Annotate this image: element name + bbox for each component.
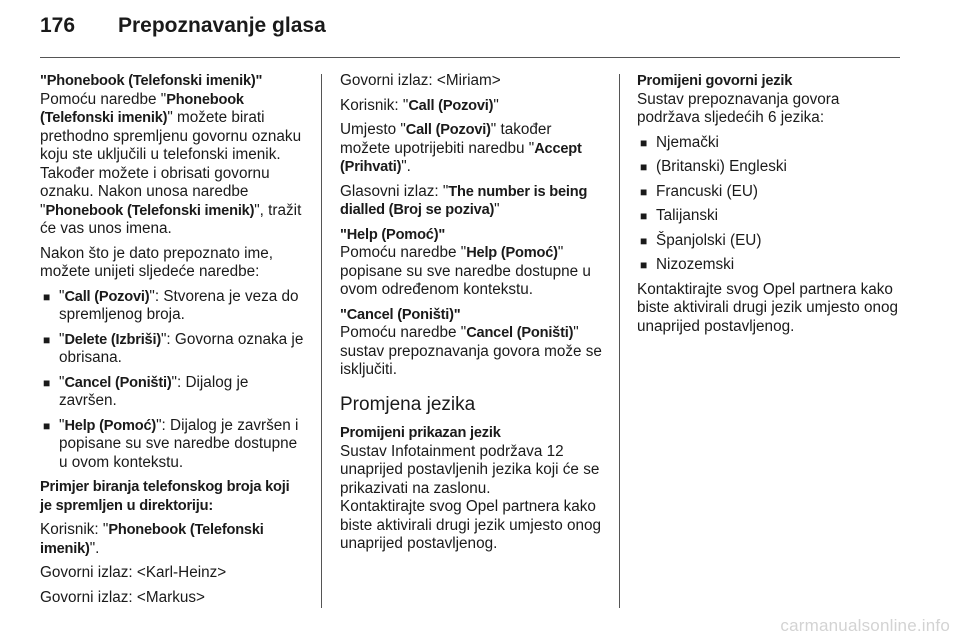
list-item: ■ Talijanski xyxy=(637,207,901,226)
dialling-output: Glasovni izlaz: "The number is being dialled (Broj se poziva)" xyxy=(340,182,588,218)
heading-example: Primjer biranja telefonskog broja koji je spremljen u direktoriju: xyxy=(40,479,290,514)
phonebook-paragraph: Pomoću naredbe "Phonebook (Telefonski imenik)" možete birati prethodno spremljenu govornu oznaku koju ste uključili u telefonski imenik. Također možete i obrisati govornu oznaku. Nakon unosa naredbe "Phonebook (Telefonski imenik)", tražit će vas unos imena. xyxy=(40,90,302,237)
heading-help: "Help (Pomoć)" xyxy=(340,226,446,243)
cancel-paragraph: Pomoću naredbe "Cancel (Poništi)" sustav prepoznavanja govora može se isključiti. xyxy=(340,324,602,378)
accept-paragraph: Umjesto "Call (Pozovi)" također možete upotrijebiti naredbu "Accept (Prihvati)". xyxy=(340,121,582,175)
help-paragraph: Pomoću naredbe "Help (Pomoć)" popisane su sve naredbe dostupne u ovom određenom kontekstu. xyxy=(340,244,591,298)
list-item: ■ Španjolski (EU) xyxy=(637,232,901,251)
language-list xyxy=(637,134,901,275)
column-1 xyxy=(40,72,304,613)
heading-display-language: Promijeni prikazan jezik xyxy=(340,425,501,441)
example-output-3: Govorni izlaz: <Miriam> xyxy=(340,72,501,89)
heading-voice-language: Promijeni govorni jezik xyxy=(637,73,793,89)
heading-phonebook: "Phonebook (Telefonski imenik)" xyxy=(40,73,263,89)
page-title: Prepoznavanje glasa xyxy=(118,14,326,37)
display-language-paragraph: Sustav Infotainment podržava 12 unaprijed postavljenih jezika koji će se prikazivati na zaslonu. xyxy=(340,442,600,497)
list-item: ■ "Help (Pomoć)": Dijalog je završen i popisane su sve naredbe dostupne u ovom kontekstu. xyxy=(40,417,304,473)
heading-cancel: "Cancel (Poništi)" xyxy=(340,306,461,323)
example-output-2: Govorni izlaz: <Markus> xyxy=(40,588,205,606)
list-item: ■ (Britanski) Engleski xyxy=(637,158,901,177)
list-item: ■ "Call (Pozovi)": Stvorena je veza do spremljenog broja. xyxy=(40,288,304,325)
column-divider xyxy=(321,74,322,608)
list-item: ■ Nizozemski xyxy=(637,256,901,275)
page-number: 176 xyxy=(40,14,76,37)
column-2 xyxy=(340,72,604,560)
example-user: Korisnik: "Phonebook (Telefonski imenik)". xyxy=(40,521,264,557)
dealer-paragraph-2: Kontaktirajte svog Opel partnera kako biste aktivirali drugi jezik umjesto onog unaprijed postavljenog. xyxy=(637,280,899,335)
column-divider xyxy=(619,74,620,608)
column-3 xyxy=(637,72,901,342)
command-list xyxy=(40,288,304,473)
page-header xyxy=(40,14,326,38)
example-output-1: Govorni izlaz: <Karl-Heinz> xyxy=(40,564,227,581)
watermark: carmanualsonline.info xyxy=(780,616,950,635)
list-item: ■ Njemački xyxy=(637,134,901,153)
dealer-paragraph: Kontaktirajte svog Opel partnera kako biste aktivirali drugi jezik umjesto onog unaprijed postavljenog. xyxy=(340,498,602,552)
header-rule xyxy=(40,57,900,58)
commands-intro: Nakon što je dato prepoznato ime, možete unijeti sljedeće naredbe: xyxy=(40,244,273,280)
example-user-call: Korisnik: "Call (Pozovi)" xyxy=(340,96,499,114)
section-heading: Promjena jezika xyxy=(340,393,476,415)
list-item: ■ "Delete (Izbriši)": Govorna oznaka je obrisana. xyxy=(40,331,304,368)
list-item: ■ Francuski (EU) xyxy=(637,183,901,202)
list-item: ■ "Cancel (Poništi)": Dijalog je završen. xyxy=(40,374,304,411)
voice-language-paragraph: Sustav prepoznavanja govora podržava sljedećih 6 jezika: xyxy=(637,90,840,126)
